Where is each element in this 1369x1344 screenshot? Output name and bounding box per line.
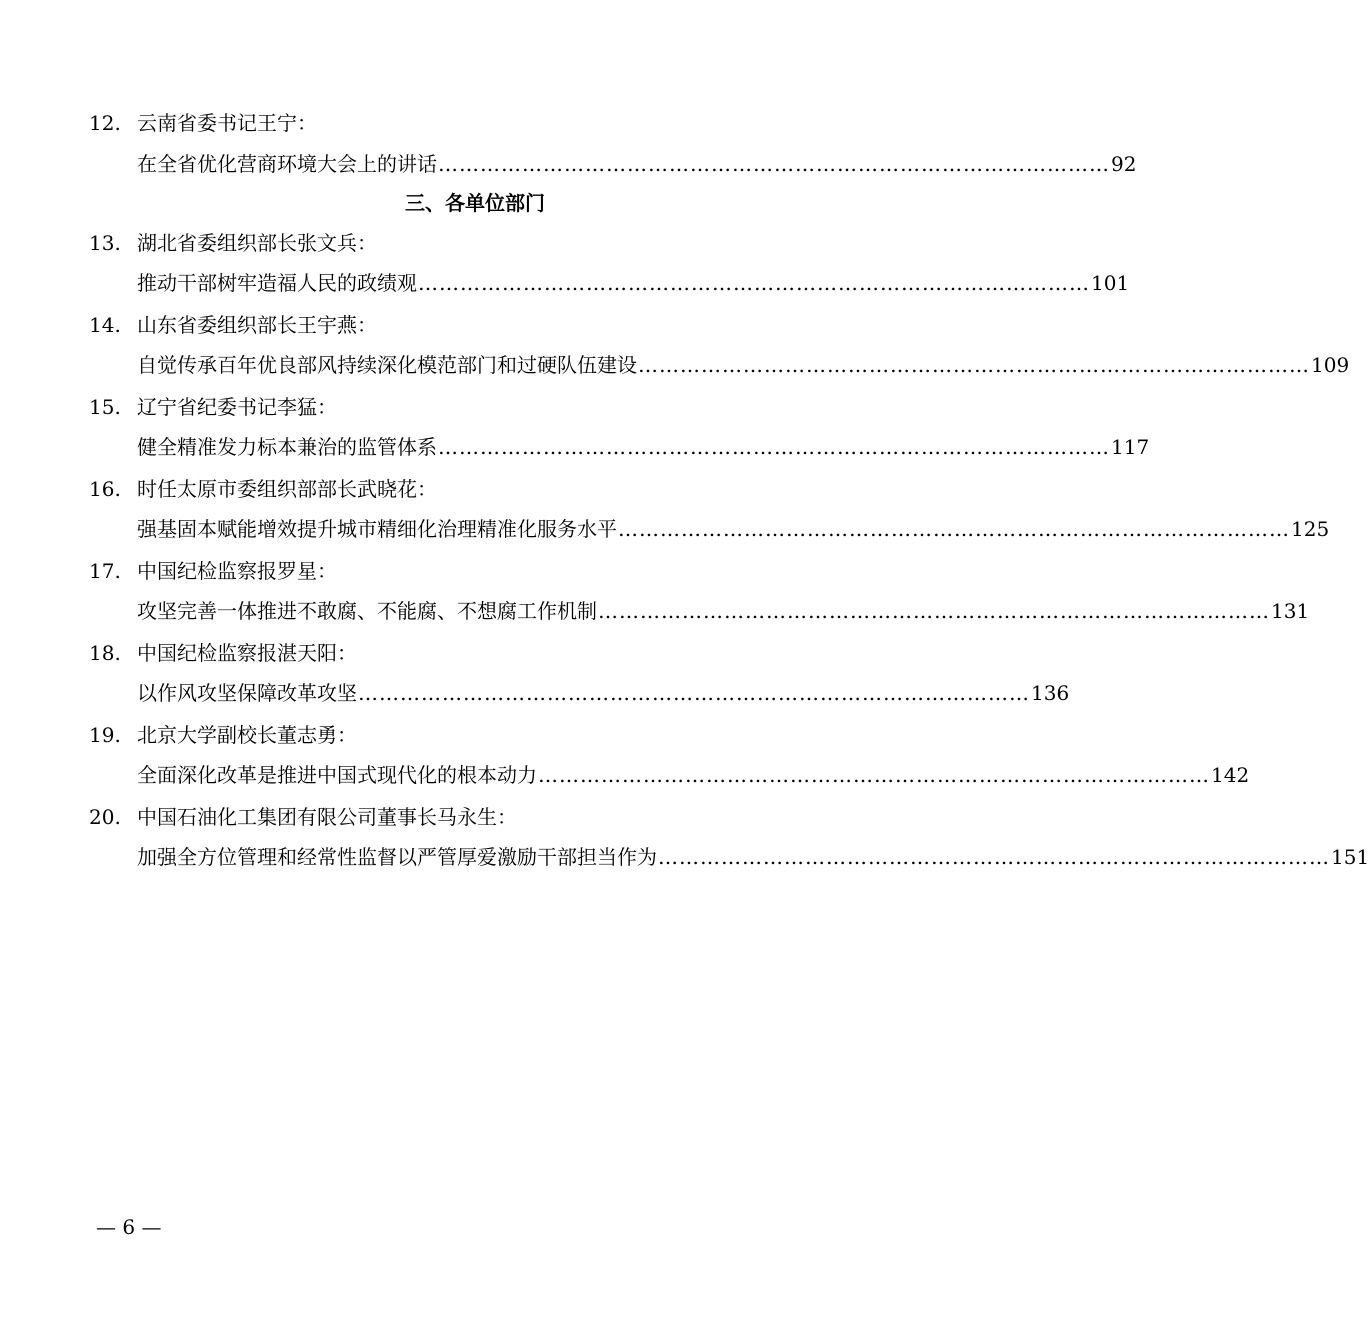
toc-entry-title-line bbox=[137, 760, 1250, 790]
entry-title: 在全省优化营商环境大会上的讲话 bbox=[137, 152, 437, 176]
entry-page: 142 bbox=[1211, 763, 1250, 787]
entry-title: 加强全方位管理和经常性监督以严管厚爱激励干部担当作为 bbox=[137, 845, 657, 869]
entry-page: 136 bbox=[1031, 681, 1070, 705]
dot-leader: …………………………………………………………………………………… bbox=[658, 845, 1330, 869]
dot-leader: …………………………………………………………………………………… bbox=[638, 353, 1310, 377]
entry-title: 自觉传承百年优良部风持续深化模范部门和过硬队伍建设 bbox=[137, 353, 637, 377]
toc-entry-title-line bbox=[137, 350, 1350, 380]
entry-author: 中国纪检监察报罗星： bbox=[137, 559, 337, 583]
entry-author: 辽宁省纪委书记李猛： bbox=[137, 395, 337, 419]
entry-page: 92 bbox=[1111, 152, 1137, 176]
dot-leader: …………………………………………………………………………………… bbox=[598, 599, 1270, 623]
dot-leader: …………………………………………………………………………………… bbox=[618, 517, 1290, 541]
entry-page: 101 bbox=[1091, 271, 1130, 295]
entry-number: 12. bbox=[89, 111, 121, 135]
entry-title: 以作风攻坚保障改革攻坚 bbox=[137, 681, 357, 705]
entry-author: 中国石油化工集团有限公司董事长马永生： bbox=[137, 805, 517, 829]
entry-number: 17. bbox=[89, 559, 121, 583]
dot-leader: …………………………………………………………………………………… bbox=[438, 435, 1110, 459]
entry-author: 时任太原市委组织部部长武晓花： bbox=[137, 477, 437, 501]
toc-entry-title-line bbox=[137, 514, 1330, 544]
page-number: — 6 — bbox=[96, 1215, 162, 1239]
toc-entry-title-line bbox=[137, 678, 1070, 708]
toc-entry-title-line bbox=[137, 596, 1310, 626]
toc-entry-title-line bbox=[137, 842, 1369, 872]
entry-number: 14. bbox=[89, 313, 121, 337]
section-heading: 三、各单位部门 bbox=[405, 191, 545, 215]
entry-author: 云南省委书记王宁： bbox=[137, 111, 317, 135]
entry-title: 健全精准发力标本兼治的监管体系 bbox=[137, 435, 437, 459]
entry-title: 推动干部树牢造福人民的政绩观 bbox=[137, 271, 417, 295]
entry-page: 125 bbox=[1291, 517, 1330, 541]
entry-author: 中国纪检监察报湛天阳： bbox=[137, 641, 357, 665]
dot-leader: …………………………………………………………………………………… bbox=[438, 152, 1110, 176]
entry-title: 强基固本赋能增效提升城市精细化治理精准化服务水平 bbox=[137, 517, 617, 541]
entry-author: 北京大学副校长董志勇： bbox=[137, 723, 357, 747]
entry-page: 131 bbox=[1271, 599, 1310, 623]
toc-entry-title-line bbox=[137, 268, 1130, 298]
entry-number: 20. bbox=[89, 805, 121, 829]
dot-leader: …………………………………………………………………………………… bbox=[538, 763, 1210, 787]
toc-entry-title-line bbox=[137, 149, 1137, 179]
entry-page: 151 bbox=[1331, 845, 1369, 869]
dot-leader: …………………………………………………………………………………… bbox=[418, 271, 1090, 295]
entry-author: 湖北省委组织部长张文兵： bbox=[137, 231, 377, 255]
entry-title: 攻坚完善一体推进不敢腐、不能腐、不想腐工作机制 bbox=[137, 599, 597, 623]
toc-entry-title-line bbox=[137, 432, 1150, 462]
entry-page: 109 bbox=[1311, 353, 1350, 377]
entry-author: 山东省委组织部长王宇燕： bbox=[137, 313, 377, 337]
entry-number: 16. bbox=[89, 477, 121, 501]
entry-title: 全面深化改革是推进中国式现代化的根本动力 bbox=[137, 763, 537, 787]
entry-number: 15. bbox=[89, 395, 121, 419]
entry-number: 18. bbox=[89, 641, 121, 665]
dot-leader: …………………………………………………………………………………… bbox=[358, 681, 1030, 705]
entry-number: 19. bbox=[89, 723, 121, 747]
entry-page: 117 bbox=[1111, 435, 1150, 459]
entry-number: 13. bbox=[89, 231, 121, 255]
